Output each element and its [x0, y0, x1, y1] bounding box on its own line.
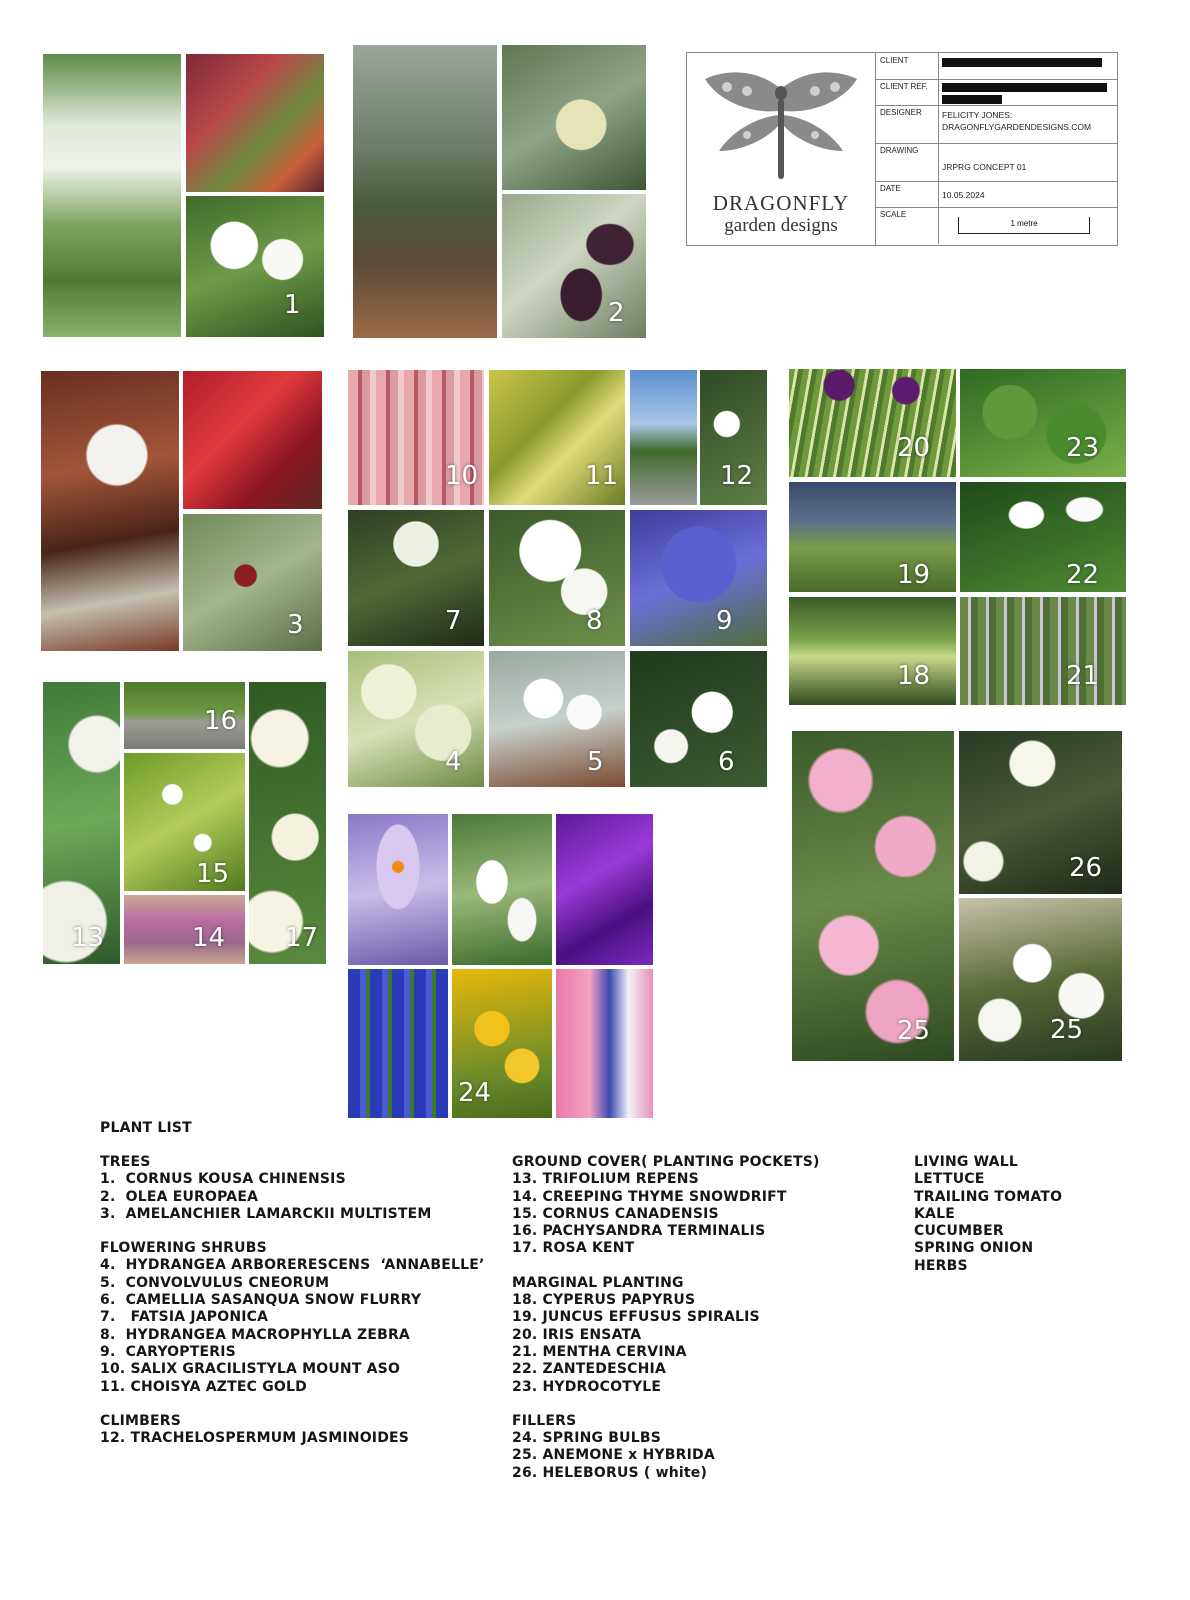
- photo-fatsia: [348, 510, 484, 646]
- photo-dogwood-autumn-leaves: [186, 54, 324, 192]
- plant-list-item: 15. CORNUS CANADENSIS: [512, 1205, 719, 1222]
- plant-list-section-heading: TREES: [100, 1154, 151, 1170]
- plant-list-column-1: [100, 1154, 485, 1447]
- photo-hyacinths: [556, 969, 653, 1118]
- plant-number-16: 16: [204, 706, 238, 736]
- plant-list-item: 13. TRIFOLIUM REPENS: [512, 1171, 699, 1188]
- plant-number-20: 20: [897, 433, 931, 463]
- plant-number-13: 13: [71, 923, 105, 953]
- dragonfly-logo: [687, 53, 876, 245]
- photo-caryopteris: [630, 510, 767, 646]
- plant-number-12: 12: [720, 461, 754, 491]
- scale-bar: [958, 217, 1090, 234]
- photo-hydrocotyle: [960, 369, 1126, 477]
- plant-number-22: 22: [1066, 560, 1100, 590]
- plant-list-item: HERBS: [914, 1257, 968, 1274]
- designer-label: DESIGNER: [880, 108, 922, 117]
- photo-trifolium-repens: [43, 682, 120, 964]
- plant-list-section-heading: LIVING WALL: [914, 1154, 1018, 1170]
- plant-list-item: 5. CONVOLVULUS CNEORUM: [100, 1274, 330, 1291]
- drawing-label: DRAWING: [880, 146, 919, 155]
- plant-number-21: 21: [1066, 661, 1100, 691]
- plant-number-19: 19: [897, 560, 931, 590]
- plant-number-23: 23: [1066, 433, 1100, 463]
- plant-list-section-heading: FILLERS: [512, 1412, 577, 1429]
- plant-list-item: 20. IRIS ENSATA: [512, 1326, 642, 1343]
- photo-amelanchier-berries: [183, 514, 322, 651]
- photo-rosa-kent: [249, 682, 326, 964]
- plant-list-item: 8. HYDRANGEA MACROPHYLLA ZEBRA: [100, 1326, 410, 1343]
- plant-number-11: 11: [585, 461, 619, 491]
- photo-trachelospermum-flowers: [700, 370, 767, 505]
- plant-number-25-right: 25: [1050, 1015, 1084, 1045]
- brand-subtitle: garden designs: [724, 215, 838, 236]
- plant-number-8: 8: [586, 606, 603, 636]
- dragonfly-icon: [687, 59, 875, 189]
- photo-amelanchier-blossom: [41, 371, 179, 651]
- photo-helleborus: [959, 731, 1122, 894]
- plant-list-item: 23. HYDROCOTYLE: [512, 1378, 662, 1395]
- plant-number-18: 18: [897, 661, 931, 691]
- client-ref-label: CLIENT REF.: [880, 82, 928, 91]
- plant-number-9: 9: [716, 606, 733, 636]
- title-block: [686, 52, 1118, 246]
- date-value: 10.05.2024: [942, 190, 985, 200]
- plant-number-2: 2: [608, 298, 625, 328]
- photo-cornus-canadensis: [124, 753, 245, 891]
- photo-creeping-thyme: [124, 895, 245, 964]
- client-ref-row: [876, 79, 1117, 106]
- plant-list-item: SPRING ONION: [914, 1240, 1034, 1257]
- plant-list-item: 19. JUNCUS EFFUSUS SPIRALIS: [512, 1309, 760, 1326]
- plant-list-item: TRAILING TOMATO: [914, 1188, 1063, 1205]
- scale-value: 1 metre: [1010, 219, 1038, 228]
- plant-number-3: 3: [287, 610, 304, 640]
- designer-row: [876, 105, 1117, 144]
- photo-hydrangea-zebra: [489, 510, 625, 646]
- date-label: DATE: [880, 184, 901, 193]
- plant-list-item: 17. ROSA KENT: [512, 1240, 635, 1257]
- plant-list-section-heading: MARGINAL PLANTING: [512, 1274, 684, 1291]
- plant-number-15: 15: [196, 859, 230, 889]
- photo-salix-catkins: [348, 370, 484, 505]
- plant-list-item: LETTUCE: [914, 1171, 985, 1188]
- drawing-value: JRPRG CONCEPT 01: [942, 162, 1027, 172]
- drawing-row: [876, 143, 1117, 182]
- photo-amelanchier-red-leaves: [183, 371, 322, 509]
- plant-number-4: 4: [445, 747, 462, 777]
- photo-hydrangea-annabelle: [348, 651, 484, 787]
- photo-iris-reticulata: [556, 814, 653, 965]
- photo-camellia: [630, 651, 767, 787]
- photo-cyperus-papyrus: [789, 597, 956, 705]
- plant-list-item: 9. CARYOPTERIS: [100, 1343, 236, 1360]
- plant-list-heading: PLANT LIST: [100, 1120, 192, 1136]
- plant-list-item: 1. CORNUS KOUSA CHINENSIS: [100, 1171, 346, 1188]
- brand-name: DRAGONFLY: [712, 191, 850, 215]
- client-redacted: [942, 57, 1112, 70]
- scale-label: SCALE: [880, 210, 907, 219]
- plant-number-25-left: 25: [897, 1016, 931, 1046]
- photo-pachysandra: [124, 682, 245, 749]
- photo-snowdrops: [452, 814, 552, 965]
- plant-list-item: 10. SALIX GRACILISTYLA MOUNT ASO: [100, 1361, 401, 1378]
- plant-list-item: 11. CHOISYA AZTEC GOLD: [100, 1378, 307, 1395]
- photo-juncus-spiralis: [789, 482, 956, 592]
- client-label: CLIENT: [880, 56, 909, 65]
- photo-dogwood-tree: [43, 54, 181, 337]
- designer-name: FELICITY JONES:: [942, 110, 1013, 120]
- plant-number-6: 6: [718, 747, 735, 777]
- scale-row: [876, 207, 1117, 244]
- plant-list-item: 14. CREEPING THYME SNOWDRIFT: [512, 1188, 787, 1205]
- plant-list-column-2: [512, 1154, 820, 1482]
- plant-list-item: 3. AMELANCHIER LAMARCKII MULTISTEM: [100, 1205, 432, 1222]
- plant-list-item: 21. MENTHA CERVINA: [512, 1343, 687, 1360]
- plant-list-item: 25. ANEMONE x HYBRIDA: [512, 1447, 715, 1464]
- plant-list-item: 24. SPRING BULBS: [512, 1430, 662, 1447]
- photo-iris-ensata: [789, 369, 956, 477]
- plant-list-section-heading: FLOWERING SHRUBS: [100, 1240, 267, 1257]
- plant-list-item: 18. CYPERUS PAPYRUS: [512, 1292, 696, 1309]
- photo-olive-blossom: [502, 45, 646, 190]
- date-row: [876, 181, 1117, 208]
- designer-website: DRAGONFLYGARDENDESIGNS.COM: [942, 122, 1092, 132]
- plant-list-item: 26. HELEBORUS ( white): [512, 1464, 708, 1481]
- photo-mentha-cervina: [960, 597, 1126, 705]
- photo-zantedeschia: [960, 482, 1126, 592]
- photo-convolvulus: [489, 651, 625, 787]
- photo-trachelospermum-wall: [630, 370, 697, 505]
- plant-list-item: CUCUMBER: [914, 1223, 1004, 1240]
- photo-olives: [502, 194, 646, 338]
- plant-number-1: 1: [284, 290, 301, 320]
- plant-list-item: 16. PACHYSANDRA TERMINALIS: [512, 1223, 766, 1240]
- designer-value: [942, 109, 1091, 133]
- plant-list-item: 22. ZANTEDESCHIA: [512, 1361, 666, 1378]
- plant-list-section-heading: GROUND COVER( PLANTING POCKETS): [512, 1154, 820, 1170]
- plant-number-14: 14: [192, 923, 226, 953]
- plant-list-item: 2. OLEA EUROPAEA: [100, 1188, 259, 1205]
- plant-number-5: 5: [587, 747, 604, 777]
- client-ref-redacted: [942, 83, 1112, 107]
- plant-number-10: 10: [445, 461, 479, 491]
- plant-list-item: 7. FATSIA JAPONICA: [100, 1309, 269, 1326]
- plant-list-section-heading: CLIMBERS: [100, 1412, 182, 1429]
- photo-daffodils: [452, 969, 552, 1118]
- plant-number-26: 26: [1069, 853, 1103, 883]
- client-row: [876, 53, 1117, 80]
- plant-list-item: 6. CAMELLIA SASANQUA SNOW FLURRY: [100, 1292, 422, 1309]
- plant-list-column-3: [914, 1154, 1062, 1275]
- plant-number-17: 17: [285, 923, 319, 953]
- photo-grape-hyacinth: [348, 969, 448, 1118]
- photo-choisya: [489, 370, 625, 505]
- photo-anemone-white: [959, 898, 1122, 1061]
- photo-anemone-pink: [792, 731, 954, 1061]
- plant-list-item: 4. HYDRANGEA ARBORERESCENS ‘ANNABELLE’: [100, 1257, 485, 1274]
- photo-dogwood-flowers: [186, 196, 324, 337]
- plant-list-item: KALE: [914, 1205, 955, 1222]
- photo-crocus: [348, 814, 448, 965]
- plant-number-7: 7: [445, 606, 462, 636]
- photo-olive-tree: [353, 45, 497, 338]
- plant-list-item: 12. TRACHELOSPERMUM JASMINOIDES: [100, 1430, 410, 1447]
- plant-number-24: 24: [458, 1078, 492, 1108]
